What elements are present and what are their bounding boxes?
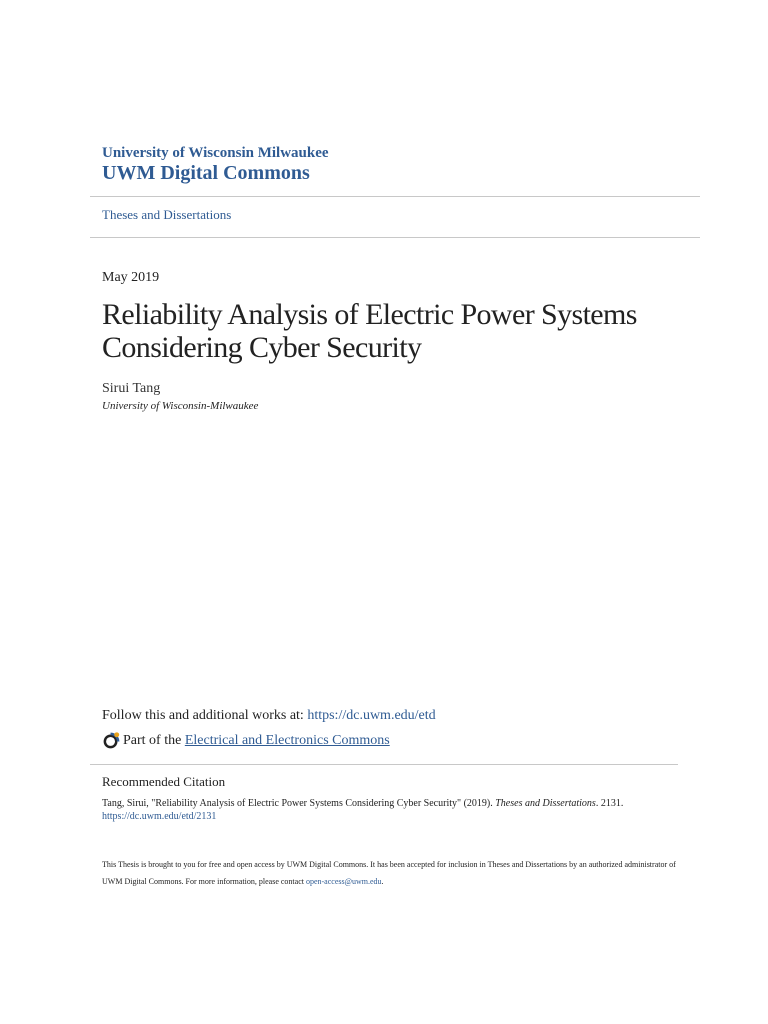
divider-citation [90, 764, 678, 765]
divider-collection [90, 237, 700, 238]
follow-prefix: Follow this and additional works at: [102, 708, 308, 723]
document-title: Reliability Analysis of Electric Power Systems Considering Cyber Security [102, 298, 637, 364]
author-name: Sirui Tang [102, 381, 161, 396]
contact-email-link[interactable]: open-access@uwm.edu [305, 877, 382, 886]
collection-link[interactable]: Theses and Dissertations [102, 207, 232, 222]
citation-heading: Recommended Citation [102, 774, 226, 789]
citation-text [102, 797, 662, 823]
author-affiliation: University of Wisconsin-Milwaukee [102, 400, 259, 412]
part-of-prefix: Part of the [123, 732, 182, 748]
divider-top [90, 196, 700, 197]
part-of-line [102, 731, 390, 750]
citation-series: Theses and Dissertations [495, 798, 596, 809]
institution-name[interactable]: University of Wisconsin Milwaukee [102, 145, 329, 161]
follow-url-link[interactable]: https://dc.uwm.edu/etd [307, 708, 436, 723]
publication-date: May 2019 [102, 270, 160, 285]
follow-line [102, 708, 436, 724]
citation-url-link[interactable]: https://dc.uwm.edu/etd/2131 [102, 811, 217, 822]
access-disclaimer [102, 856, 682, 890]
repository-name[interactable]: UWM Digital Commons [102, 162, 310, 184]
disclaimer-text: This Thesis is brought to you for free and open access by UWM Digital Commons. It has been accepted for inclusion in Theses and Dissertations by an authorized administrator of UWM Digital Commons. For more information, please contact [102, 860, 676, 886]
disclaimer-end: . [381, 877, 384, 886]
network-commons-icon [102, 731, 121, 750]
citation-text-after: . 2131. [595, 798, 624, 809]
commons-discipline-link[interactable]: Electrical and Electronics Commons [184, 732, 390, 748]
citation-text-before: Tang, Sirui, "Reliability Analysis of Electric Power Systems Considering Cyber Security" (2019). [102, 798, 496, 809]
